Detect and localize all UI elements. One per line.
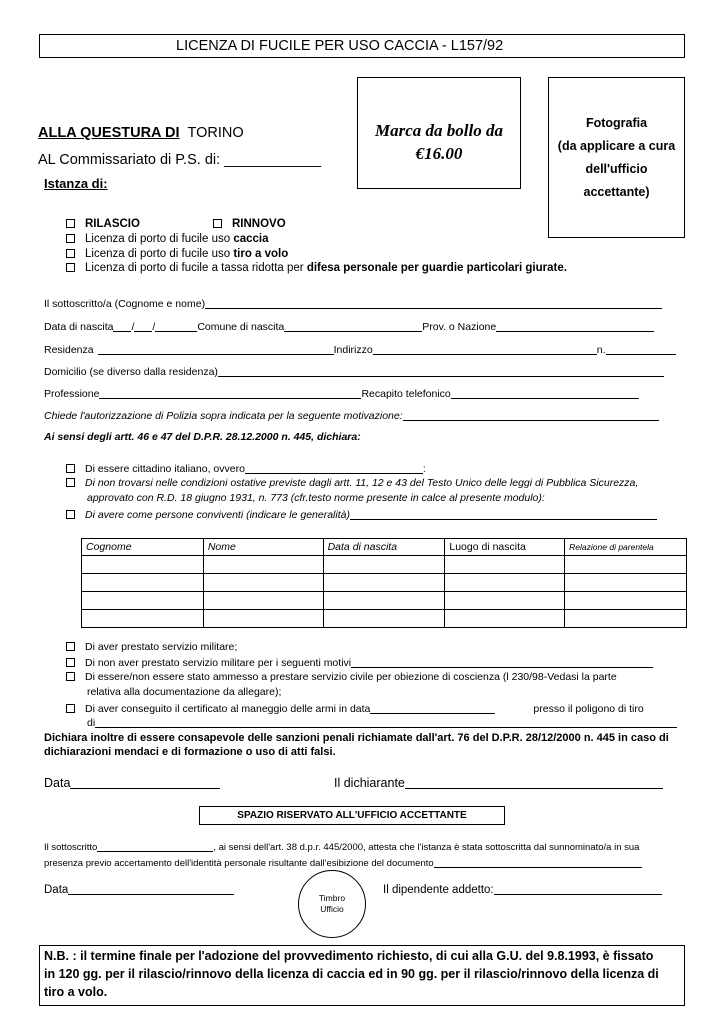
- option-rilascio[interactable]: RILASCIO: [66, 218, 140, 230]
- option-tiro-volo[interactable]: Licenza di porto di fucile uso tiro a volo: [66, 248, 288, 260]
- stamp-amount: €16.00: [415, 144, 463, 163]
- stamp-text-2: Ufficio: [320, 904, 344, 914]
- cittadino-checkbox[interactable]: [66, 464, 75, 473]
- certificato-checkbox[interactable]: [66, 704, 75, 713]
- civile-checkbox[interactable]: [66, 672, 75, 681]
- col-nome: Nome: [203, 539, 323, 556]
- istanza-label: Istanza di:: [44, 176, 108, 191]
- form-title: LICENZA DI FUCILE PER USO CACCIA - L157/92: [176, 38, 504, 54]
- dichiara-inoltre-1: Dichiara inoltre di essere consapevole delle sanzioni penali richiamate dall'art. 76 del D.P.R. 28/12/2000 n. 445 in caso di: [44, 732, 669, 744]
- field-professione-row[interactable]: Professione Recapito telefonico: [44, 387, 639, 400]
- note-box: [39, 945, 685, 1006]
- family-table: [81, 538, 687, 628]
- stamp-text-1: Timbro: [318, 893, 346, 903]
- mil-prestato[interactable]: Di aver prestato servizio militare;: [66, 641, 237, 653]
- field-dichiarante[interactable]: Il dichiarante: [334, 776, 663, 790]
- col-cognome: Cognome: [82, 539, 204, 556]
- decl-cittadino[interactable]: Di essere cittadino italiano, ovvero :: [66, 462, 426, 475]
- photo-box: [548, 77, 685, 238]
- mil-civile[interactable]: Di essere/non essere stato ammesso a prestare servizio civile per obiezione di coscienza (l 230/98-Vedasi la parte: [66, 671, 617, 683]
- office-sottoscritto[interactable]: Il sottoscritto , ai sensi dell'art. 38 d.p.r. 445/2000, attesta che l'istanza è stata sottoscritta dal sunnominato/a in sua: [44, 842, 640, 853]
- col-data-nascita: Data di nascita: [323, 539, 445, 556]
- mil-civile-cont: relativa alla documentazione da allegare);: [87, 686, 282, 698]
- office-stamp-circle: [298, 870, 366, 938]
- office-section-title: SPAZIO RISERVATO ALL'UFFICIO ACCETTANTE: [237, 810, 467, 821]
- commissariato-field[interactable]: AL Commissariato di P.S. di: ____________: [38, 152, 321, 168]
- office-section-title-box: [199, 806, 505, 825]
- photo-label-3: dell'ufficio: [585, 162, 648, 176]
- difesa-checkbox[interactable]: [66, 263, 75, 272]
- table-row[interactable]: [82, 574, 687, 592]
- field-domicilio[interactable]: Domicilio (se diverso dalla residenza): [44, 365, 664, 378]
- mil-poligono-di[interactable]: di: [87, 716, 677, 729]
- office-presenza[interactable]: presenza previo accertamento dell'identità personale risultante dall'esibizione del documento: [44, 856, 642, 869]
- table-header-row: [82, 539, 687, 556]
- photo-label-4: accettante): [583, 185, 650, 199]
- photo-label-1: Fotografia: [585, 116, 648, 130]
- stamp-label: Marca da bollo da: [375, 121, 503, 140]
- option-rinnovo[interactable]: RINNOVO: [213, 218, 286, 230]
- col-relazione: Relazione di parentela: [565, 539, 687, 556]
- note-line-3: tiro a volo.: [44, 985, 108, 999]
- mil-certificato[interactable]: Di aver conseguito il certificato al maneggio delle armi in data presso il poligono di tiro: [66, 702, 644, 715]
- caccia-checkbox[interactable]: [66, 234, 75, 243]
- form-title-box: [39, 34, 685, 58]
- table-row[interactable]: [82, 610, 687, 628]
- non-prestato-checkbox[interactable]: [66, 658, 75, 667]
- photo-label-2: (da applicare a cura: [557, 139, 676, 153]
- questura-line: ALLA QUESTURA DI TORINO: [38, 125, 244, 141]
- prestato-checkbox[interactable]: [66, 642, 75, 651]
- field-motivazione[interactable]: Chiede l'autorizzazione di Polizia sopra indicata per la seguente motivazione:: [44, 409, 659, 422]
- field-sottoscritto[interactable]: Il sottoscritto/a (Cognome e nome): [44, 297, 662, 310]
- mil-non-prestato[interactable]: Di non aver prestato servizio militare per i seguenti motivi: [66, 656, 653, 669]
- col-luogo-nascita: Luogo di nascita: [445, 539, 565, 556]
- table-row[interactable]: [82, 592, 687, 610]
- decl-conviventi[interactable]: Di avere come persone conviventi (indicare le generalità): [66, 508, 657, 521]
- field-nascita-row[interactable]: Data di nascita / / Comune di nascita Prov. o Nazione: [44, 320, 654, 333]
- decl-condizioni-cont: approvato con R.D. 18 giugno 1931, n. 773 (cfr.testo norme presente in calce al presente modulo):: [87, 492, 545, 504]
- field-residenza-row[interactable]: Residenza Indirizzo n.: [44, 343, 676, 356]
- office-field-data[interactable]: Data: [44, 883, 234, 896]
- field-data[interactable]: Data: [44, 776, 220, 790]
- office-field-dipendente[interactable]: Il dipendente addetto:: [383, 883, 662, 896]
- table-row[interactable]: [82, 556, 687, 574]
- rilascio-checkbox[interactable]: [66, 219, 75, 228]
- tiro-volo-checkbox[interactable]: [66, 249, 75, 258]
- note-line-2: in 120 gg. per il rilascio/rinnovo della licenza di caccia ed in 90 gg. per il rilascio/rinnovo della licenza di: [44, 967, 659, 981]
- condizioni-checkbox[interactable]: [66, 478, 75, 487]
- dichiara-inoltre-2: dichiarazioni mendaci e di formazione o uso di atti falsi.: [44, 746, 336, 758]
- note-line-1: N.B. : il termine finale per l'adozione del provvedimento richiesto, di cui alla G.U. del 9.8.1993, è fissato: [44, 949, 654, 963]
- questura-city: TORINO: [187, 125, 244, 141]
- option-difesa[interactable]: Licenza di porto di fucile a tassa ridotta per difesa personale per guardie particolari giurate.: [66, 262, 567, 274]
- dichiara-heading: Ai sensi degli artt. 46 e 47 del D.P.R. 28.12.2000 n. 445, dichiara:: [44, 431, 361, 443]
- option-caccia[interactable]: Licenza di porto di fucile uso caccia: [66, 233, 269, 245]
- decl-condizioni[interactable]: Di non trovarsi nelle condizioni ostative previste dagli artt. 11, 12 e 43 del Testo Unico delle leggi di Pubblica Sicurezza,: [66, 477, 638, 489]
- conviventi-checkbox[interactable]: [66, 510, 75, 519]
- rinnovo-checkbox[interactable]: [213, 219, 222, 228]
- revenue-stamp-box: [357, 77, 521, 189]
